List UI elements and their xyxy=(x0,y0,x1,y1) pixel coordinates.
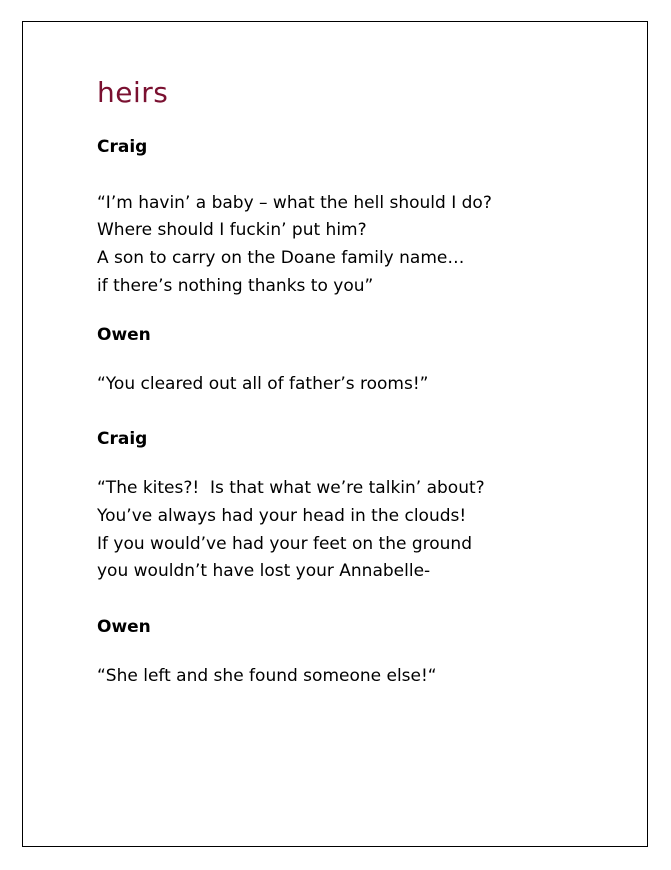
dialogue-line: “I’m havin’ a baby – what the hell should I do? xyxy=(97,193,492,213)
dialogue-line: you wouldn’t have lost your Annabelle- xyxy=(97,561,431,581)
dialogue-line: If you would’ve had your feet on the ground xyxy=(97,534,472,554)
speaker-name: Owen xyxy=(97,617,151,637)
speaker-name: Owen xyxy=(97,325,151,345)
page-title: heirs xyxy=(97,76,169,109)
dialogue-line: A son to carry on the Doane family name… xyxy=(97,248,465,268)
dialogue-line: if there’s nothing thanks to you” xyxy=(97,276,374,296)
dialogue-line: Where should I fuckin’ put him? xyxy=(97,220,367,240)
dialogue-line: “She left and she found someone else!“ xyxy=(97,666,437,686)
speaker-name: Craig xyxy=(97,137,148,157)
speaker-name: Craig xyxy=(97,429,148,449)
dialogue-line: “The kites?! Is that what we’re talkin’ about? xyxy=(97,478,485,498)
dialogue-line: You’ve always had your head in the clouds! xyxy=(97,506,467,526)
script-page xyxy=(22,21,648,847)
dialogue-line: “You cleared out all of father’s rooms!” xyxy=(97,374,429,394)
